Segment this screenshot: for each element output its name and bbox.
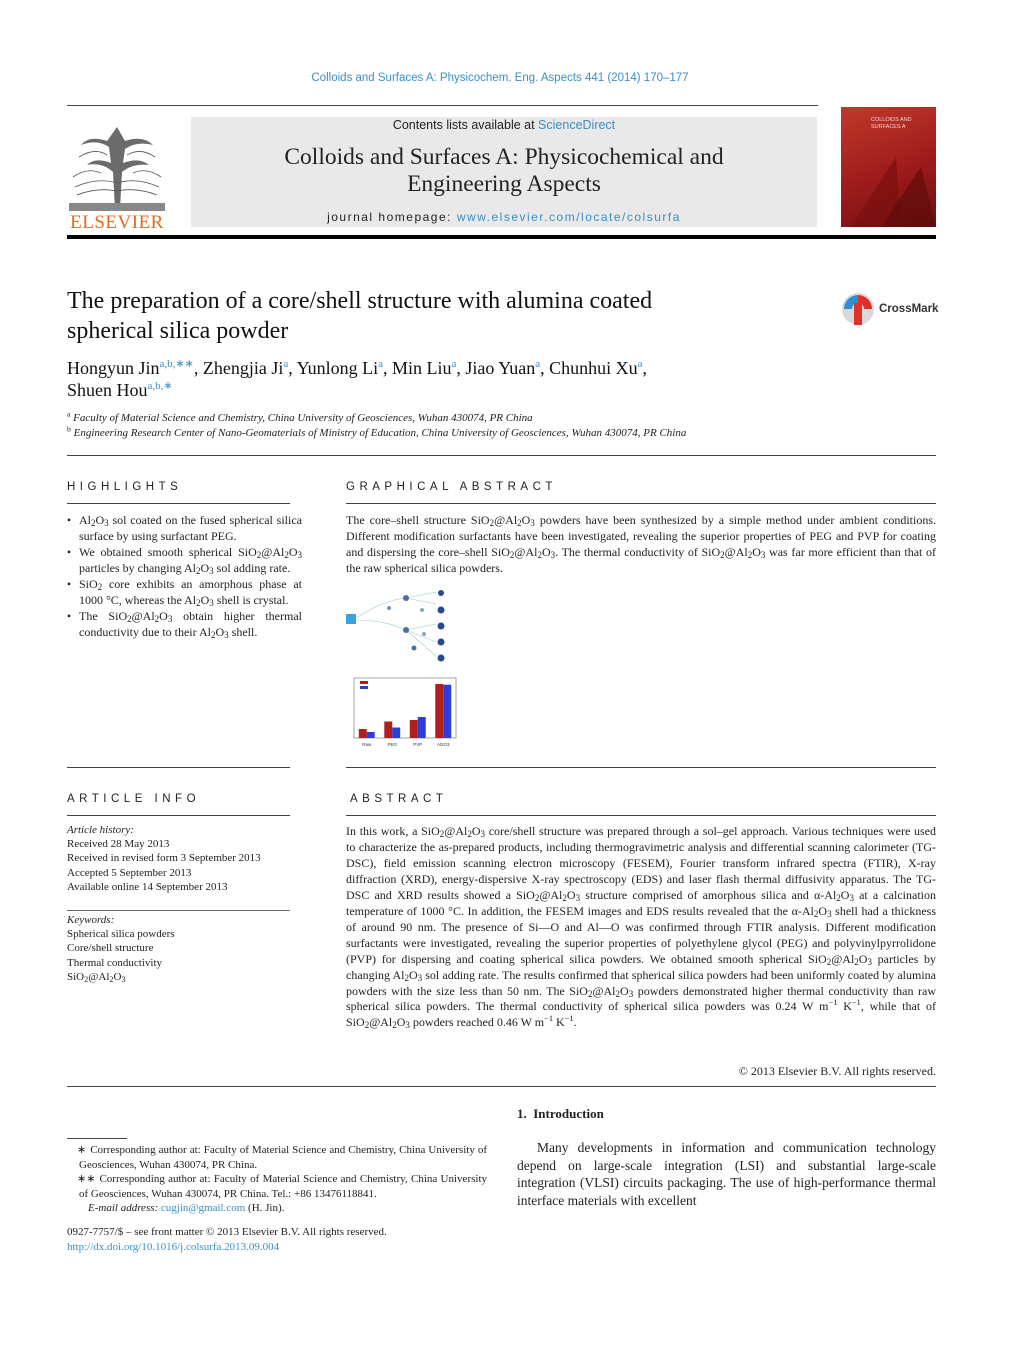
cover-title-line1: COLLOIDS AND	[871, 117, 912, 123]
history-item: Received 28 May 2013	[67, 838, 170, 851]
affil-rule	[67, 455, 936, 456]
bar	[359, 729, 367, 738]
email-suffix: (H. Jin).	[245, 1202, 285, 1214]
contents-prefix: Contents lists available at	[392, 118, 539, 132]
highlight-item: • $Al_2O_3$ sol coated on the fused spherical silica surface by using surfactant PEG.	[67, 513, 302, 543]
author-separator: ,	[193, 358, 203, 378]
abstract-bottom-rule	[67, 1086, 936, 1087]
abstract-rule	[346, 815, 936, 816]
author-affiliation-mark[interactable]: a	[378, 358, 383, 370]
crossmark-label: CrossMark	[879, 303, 939, 315]
journal-masthead	[191, 117, 817, 227]
bar	[384, 722, 392, 739]
keywords	[67, 913, 290, 984]
sciencedirect-link[interactable]: ScienceDirect	[538, 118, 616, 132]
bar	[410, 720, 418, 738]
keywords-rule	[67, 910, 290, 911]
header-rule-top	[67, 105, 818, 106]
affiliation-text: Faculty of Material Science and Chemistry, China University of Geosciences, Wuhan 430074, PR China	[70, 412, 533, 424]
author-separator: ,	[288, 358, 297, 378]
highlights-heading: HIGHLIGHTS	[67, 481, 183, 493]
history-item: Received in revised form 3 September 2013	[67, 852, 261, 865]
author	[392, 358, 465, 378]
crossmark-badge[interactable]	[840, 291, 940, 329]
core-shell-scheme	[344, 590, 466, 668]
author-affiliation-mark[interactable]: a,b,	[159, 358, 176, 370]
corresponding-author-mark[interactable]: ∗∗	[175, 358, 194, 370]
keyword-item: $SiO_2@Al_2O_3$	[67, 970, 126, 984]
crossmark-icon	[840, 291, 876, 327]
keywords-label: Keywords:	[67, 914, 115, 926]
email-link[interactable]: cugjin@gmail.com	[160, 1202, 246, 1214]
article-title-line1: The preparation of a core/shell structure with alumina coated	[67, 288, 653, 314]
author-affiliation-mark[interactable]: a,b,	[147, 380, 164, 392]
highlights-rule	[67, 503, 290, 504]
highlight-item: • SiO$_2$ core exhibits an amorphous phase at 1000 °C, whereas the $Al_2O_3$ shell is crystal.	[67, 577, 302, 608]
author-name: Yunlong Li	[296, 358, 379, 378]
article-info-heading: ARTICLE INFO	[67, 793, 201, 805]
highlights-list	[67, 512, 302, 640]
highlight-item: • We obtained smooth spherical $SiO_2@Al_2O_3$ particles by changing $Al_2O_3$ sol adding rate.	[67, 545, 302, 576]
homepage-label: journal homepage:	[327, 210, 457, 224]
x-tick-label: PVP	[413, 742, 423, 747]
author-separator: ,	[540, 358, 550, 378]
footnote-2	[67, 1172, 487, 1201]
cover-art-icon	[841, 147, 936, 227]
author-separator: ,	[642, 358, 647, 378]
journal-cover	[841, 107, 936, 227]
author-name: Jiao Yuan	[465, 358, 536, 378]
elsevier-tree-icon	[67, 117, 167, 213]
footnote-1-text: Corresponding author at: Faculty of Material Science and Chemistry, China University of Geosciences, Wuhan 430074, PR China.	[79, 1144, 487, 1171]
abstract-text: In this work, a $SiO_2@Al_2O_3$ core/shell structure was prepared through a sol–gel approach. Various techniques were used to characterize the as-prepared products, including thermogravimetric analysis and differential scanning calorimeter (TG-DSC), field emission scanning electron microscopy (FESEM), Fourier transform infrared spectra (FTIR), X-ray diffraction (XRD), energy-dispersive X-ray spectroscopy (EDS) and laser flash thermal diffusivity apparatus. The TG-DSC and XRD results showed a $SiO_2@Al_2O_3$ structure comprised of amorphous silica and $\alpha-Al_2O_3$ at a calcination temperature of 1000 °C. In addition, the FESEM images and EDS results revealed that the $\alpha-Al_2O_3$ shell had a thickness of around 90 nm. The presence of Si—O and Al—O was confirmed through FTIR analysis. Different modification surfactants were investigated, revealing the superior properties of polyethylene glycol (PEG) and polyvinylpyrrolidone (PVP) for dispersing and coating spherical silica powders. We obtained smooth spherical $SiO_2@Al_2O_3$ particles by changing $Al_2O_3$ sol adding rate. The results confirmed that spherical silica powders had been uniformly coated by alumina powders with the size less than 50 nm. The $SiO_2@Al_2O_3$ powders demonstrated higher thermal conductivity than raw spherical silica powders. The thermal conductivity of spherical silica powders was 0.24 W $m^{-1}$ $K^{-1}$, while that of $SiO_2@Al_2O_3$ powders reached 0.46 W $m^{-1}$ $K^{-1}$.	[346, 824, 937, 1031]
author-separator: ,	[382, 358, 392, 378]
article-history	[67, 823, 290, 894]
footnote-2-mark: ∗∗	[77, 1173, 96, 1185]
bullet-icon: •	[67, 513, 72, 527]
bullet-icon: •	[67, 577, 72, 591]
author	[67, 358, 203, 378]
issn-line: 0927-7757/$ – see front matter © 2013 Elsevier B.V. All rights reserved.	[67, 1226, 387, 1238]
graphical-abstract-bottom-rule	[346, 767, 936, 768]
author-name: Shuen Hou	[67, 380, 148, 400]
journal-title	[191, 144, 817, 198]
bar	[435, 684, 443, 738]
abstract-heading: ABSTRACT	[350, 793, 448, 805]
x-tick-label: Raw	[362, 742, 372, 747]
history-list	[67, 837, 290, 894]
keyword-item: Thermal conductivity	[67, 956, 162, 969]
publisher-name: ELSEVIER	[70, 212, 164, 233]
legend-swatch	[360, 681, 368, 684]
article-title-line2: spherical silica powder	[67, 318, 289, 344]
author-name: Zhengjia Ji	[202, 358, 284, 378]
header-rule-thick	[67, 235, 936, 239]
graphical-abstract-figure	[344, 590, 466, 750]
introduction-text: Many developments in information and communication technology depend on large-scale integration (LSI) and substantial large-scale integration (VLSI) circuits packaging. The use of high-performance thermal interface materials with excellent	[517, 1140, 936, 1209]
bullet-icon: •	[67, 545, 72, 559]
footnote-2-text: Corresponding author at: Faculty of Material Science and Chemistry, China University of Geosciences, Wuhan 430074, PR China. Tel.: +86 13476118841.	[79, 1173, 487, 1200]
bar	[418, 717, 426, 738]
affiliations	[67, 411, 937, 441]
author-name: Hongyun Jin	[67, 358, 160, 378]
introduction-heading: 1. Introduction	[517, 1106, 604, 1121]
author	[465, 358, 549, 378]
contents-available	[191, 118, 817, 132]
x-tick-label: Al2O3	[436, 742, 450, 747]
graphical-abstract-heading: GRAPHICAL ABSTRACT	[346, 481, 557, 493]
journal-homepage	[191, 210, 817, 224]
bullet-icon: •	[67, 609, 72, 623]
cover-title-line2: SURFACES A	[871, 124, 906, 130]
author-list	[67, 357, 767, 401]
author	[203, 358, 297, 378]
keyword-list	[67, 927, 290, 984]
article-info-rule	[67, 815, 290, 816]
keyword-item: Spherical silica powders	[67, 928, 175, 941]
author-name: Min Liu	[391, 358, 452, 378]
author	[297, 358, 392, 378]
history-item: Accepted 5 September 2013	[67, 866, 192, 879]
graphical-abstract-rule	[346, 503, 936, 504]
footnote-rule	[67, 1138, 127, 1139]
thermal-conductivity-chart	[344, 672, 466, 750]
graphical-abstract-text: The core–shell structure $SiO_2@Al_2O_3$ powders have been synthesized by a simple method under ambient conditions. Different modification surfactants have been investigated, revealing the superior properties of PEG and PVP for coating and dispersing the core–shell $SiO_2@Al_2O_3$. The thermal conductivity of $SiO_2@Al_2O_3$ was far more efficient than that of the raw spherical silica powders.	[346, 513, 937, 575]
corresponding-author-mark[interactable]: ∗	[163, 380, 173, 392]
legend-swatch	[360, 686, 368, 689]
history-label: Article history:	[67, 824, 134, 836]
author-affiliation-mark[interactable]: a	[451, 358, 457, 370]
elsevier-logo	[67, 117, 167, 233]
bar	[367, 732, 375, 738]
email-label: E-mail address:	[88, 1202, 161, 1214]
abstract-copyright: © 2013 Elsevier B.V. All rights reserved.	[738, 1064, 936, 1078]
journal-title-line2: Engineering Aspects	[407, 171, 601, 197]
affiliation-mark: a	[67, 409, 71, 419]
author-name: Chunhui Xu	[549, 358, 638, 378]
affiliation	[67, 426, 937, 441]
affiliation-mark: b	[67, 424, 71, 434]
footnotes	[67, 1143, 487, 1216]
x-tick-label: PEG	[387, 742, 398, 747]
author-affiliation-mark[interactable]: a	[637, 358, 643, 370]
author	[67, 380, 173, 400]
history-item: Available online 14 September 2013	[67, 880, 228, 893]
article-title	[67, 286, 827, 346]
journal-title-line1: Colloids and Surfaces A: Physicochemical and	[284, 144, 724, 170]
footnote-1	[67, 1143, 487, 1172]
doi-link[interactable]: http://dx.doi.org/10.1016/j.colsurfa.2013.09.004	[67, 1241, 280, 1253]
bar	[392, 728, 400, 739]
author-separator: ,	[456, 358, 466, 378]
bar	[443, 685, 451, 738]
author-affiliation-mark[interactable]: a	[283, 358, 289, 370]
homepage-link[interactable]: www.elsevier.com/locate/colsurfa	[456, 210, 681, 224]
keyword-item: Core/shell structure	[67, 942, 154, 955]
footnote-1-mark: ∗	[77, 1144, 87, 1156]
affiliation	[67, 411, 937, 426]
running-header[interactable]: Colloids and Surfaces A: Physicochem. Eng. Aspects 441 (2014) 170–177	[311, 72, 689, 84]
affiliation-text: Engineering Research Center of Nano-Geomaterials of Ministry of Education, China University of Geosciences, Wuhan 430074, PR China	[70, 427, 687, 439]
footnote-email	[67, 1201, 487, 1216]
highlights-bottom-rule	[67, 767, 290, 768]
author	[549, 358, 647, 378]
author-affiliation-mark[interactable]: a	[535, 358, 541, 370]
highlight-item: • The $SiO_2@Al_2O_3$ obtain higher thermal conductivity due to their $Al_2O_3$ shell.	[67, 609, 302, 640]
